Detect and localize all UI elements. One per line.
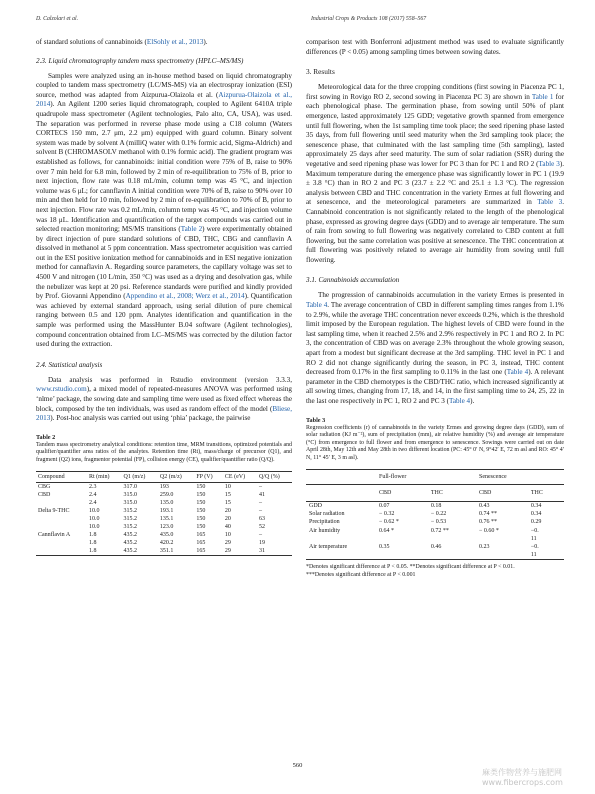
table-cell: 29 [224,540,231,547]
table-cell: Delta 9-THC [38,507,70,514]
table-2-title: Table 2 [36,433,56,441]
table-cell: 20 [224,515,231,522]
table-cell: Air humidity [309,527,341,534]
table-3-footnote: ***Denotes significant difference at P < 0.001 [306,571,416,578]
table-cell [36,515,87,523]
table-reference-link[interactable]: Table 2 [180,225,203,234]
table-cell: 0.23 [476,543,528,560]
table-reference-link[interactable]: Table 4 [306,301,328,310]
url-link[interactable]: www.rstudio.com [36,385,87,394]
table-cell: 0.18 [430,502,442,509]
group-header-full-flower: Full-flower [376,469,476,484]
table-cell: − 0.53 [430,519,447,526]
table-cell: 1.8 [88,532,97,539]
table-3-block [306,417,564,580]
section-heading-2-3: 2.3. Liquid chromatography tandem mass spectrometry (HPLC–MS/MS) [36,56,244,65]
table-cell: 435.0 [159,532,174,539]
table-row [36,482,292,491]
table-cell: − 0.22 [430,511,447,518]
table-cell: 2.4 [88,491,97,498]
table-row [306,543,564,560]
table-cell: 0.34 [530,511,542,518]
table-row [306,518,564,526]
results-paragraph-cannabinoids: The progression of cannabinoids accumulation in the variety Ermes is presented in Table 4. The average concentration of CBD in different sampling times ranges from 1.1% to 2.9%, while the average THC concentration never exceeds 0.2%, which is the threshold limit imposed by the European regulation. The highest levels of CBD were found in the last sampling time, when it reached 2.5% and 2.9% respectively in PC 1 and RO 2. In PC 3, the concentration of CBD was on average 2.3% throughout the whole growing season, apart from a modest but significant decrease at the 3rd sampling. THC level in PC 1 and RO 2 did not change significantly during the season, in PC 3, instead, THC content decreased from 0.17% in the first sampling to 0.11% in the last one (Table 4). A relevant parameter in the CBD chemotypes is the CBD/THC ratio, which increased significantly at all sowing times, changing from 17, 18, and 14, in the first sampling time to 24, 25, 22 in the last one respectively in PC 1, RO 2 and PC 3 (Table 4). [306,291,564,405]
table-cell: – [258,507,262,514]
table-cell: 165 [196,532,206,539]
table-row [36,523,292,531]
table-cell: 0.35 [376,543,428,560]
table-cell: Cannflavin A [38,532,71,539]
table-cell: 15 [224,499,231,506]
table-cell: − 0.62 * [379,519,399,526]
column-header: THC [528,484,564,501]
table-cell: 315.2 [123,507,138,514]
column-header: Q2 (m/z) [158,471,194,482]
table-cell: 1.8 [87,547,122,556]
table-3 [306,469,564,561]
table-cell: 315.2 [123,515,138,522]
table-cell: 63 [258,515,265,522]
table-cell: 2.4 [88,499,97,506]
table-group-header-row [306,469,564,484]
section-heading-3-1: 3.1. Cannabinoids accumulation [306,276,400,285]
watermark: 麻类作物营养与施肥网 www.fibercrops.com [482,768,563,787]
table-cell: 0.64 * [379,527,394,534]
table-row [36,539,292,547]
table-cell: 135.1 [159,515,174,522]
table-cell: – [258,499,262,506]
running-header-journal: Industrial Crops & Products 108 (2017) 558–567 [311,16,427,22]
table-cell: 435.2 [123,540,138,547]
table-cell: 0.76 ** [479,519,497,526]
table-cell: 165 [194,547,223,556]
column-header: CBD [476,484,528,501]
column-header: Rt (min) [87,471,122,482]
table-cell [36,547,87,556]
table-row [306,510,564,518]
table-cell: 123.0 [159,524,174,531]
table-row [306,527,564,543]
left-column [36,38,292,556]
table-cell: 150 [196,499,206,506]
empty-header-cell [306,484,376,501]
table-header-row [306,484,564,501]
table-reference-link[interactable]: Table 1 [531,92,554,101]
table-cell: 40 [224,524,231,531]
table-cell: 150 [196,483,206,490]
table-cell: −0. 11 [530,527,539,542]
table-cell: 317.0 [123,483,138,490]
table-cell: − 0.32 [379,511,395,518]
column-header: THC [428,484,476,501]
table-cell: 193 [159,483,169,490]
table-cell: 315.0 [123,499,138,506]
table-cell: – [258,483,262,490]
page-number: 560 [292,762,303,769]
table-cell: 435.2 [122,547,158,556]
table-reference-link[interactable]: Table 3 [538,159,560,168]
table-cell: 135.0 [159,499,174,506]
table-cell: 20 [224,507,231,514]
table-cell: 0.34 [530,502,542,509]
table-cell [36,539,87,547]
table-reference-link[interactable]: Table 4 [506,368,529,377]
citation-link[interactable]: Appendino et al., 2008; Werz et al., 2014 [125,292,245,301]
table-row [36,499,292,507]
right-column [306,38,564,580]
column-header: Q/Q (%) [257,471,292,482]
table-row [36,547,292,556]
table-cell: 315.0 [123,491,138,498]
intro-paragraph: of standard solutions of cannabinoids (ElSohly et al., 2013). [36,38,208,46]
table-cell: 41 [258,491,265,498]
table-cell: 0.43 [479,502,490,509]
table-cell: 150 [196,491,206,498]
table-cell: 2.3 [88,483,97,490]
table-cell: 10.0 [88,515,100,522]
table-row [36,491,292,499]
citation-link[interactable]: ElSohly et al., 2013 [146,38,204,46]
table-cell: 1.8 [88,540,97,547]
table-2-caption: Tandem mass spectrometry analytical conditions: retention time, MRM transitions, optimized potentials and qualifier/quantifier area ratios of the analytes. Retention time (Rt), mass/charge of precursor (Q1), and fragment (Q2) ions, fragmentor potential (FP), collision energy (CE), qualifier/quantifier ratio (Q/Q). [36,441,292,463]
table-cell: Solar radiation [309,511,345,518]
table-cell: 351.1 [158,547,194,556]
table-cell: 19 [258,540,265,547]
table-cell: 0.07 [379,502,390,509]
table-cell: GDD [309,502,322,509]
table-reference-link[interactable]: Table 4 [449,397,471,405]
table-cell: 0.72 ** [430,527,449,534]
section-heading-3: 3. Results [306,67,335,77]
table-cell: 15 [224,491,231,498]
table-cell: 31 [257,547,292,556]
citation-link[interactable]: Bliese, 2013 [36,404,292,423]
table-cell: 315.2 [123,524,138,531]
running-header-authors: D. Calzolari et al. [36,16,79,22]
table-cell: 193.1 [159,507,174,514]
section-heading-2-4: 2.4. Statistical analysis [36,360,103,369]
table-cell: Precipitation [309,519,340,526]
column-header: Q1 (m/z) [122,471,158,482]
results-paragraph-meteorology: Meteorological data for the three cropping conditions (first sowing in Piacenza PC 1, first sowing in Rovigo RO 2, second sowing in Piacenza PC 3) are shown in Table 1 for each phenological phase. The germination phase, from sowing until 50% of plant emergence, lasted approximately 125 GDD; vegetative growth spanned from emergence until full flowering, when the 1st sampling time took place; the seed ripening phase lasted 35 days, from full flowering until seed maturity when the 3rd sampling took place; the senescence phase, that culminated with the last sampling time (5th sampling), lasted approximately 25 days after seed maturity. The sum of solar radiation (SSR) during the vegetative and seed ripening phase was lower for PC 3 than for PC 1 and RO 2 (Table 3). Maximum temperature during the emergence phase was significantly lower in PC 1 (19.9 ± 3.8 °C) than in RO 2 and PC 3 (23.7 ± 2.2 °C and 25.1 ± 1.3 °C). The regression analysis between CBD and THC concentration in the variety Ermes at full flowering and at senescence, and the meteorological parameters are summarized in Table 3. Cannabinoid concentration is not significantly related to the length of the phenological phase, expressed as growing degree days (GDD) and to average air temperature. The sum of rain from sowing to full flowering was negatively correlated to CBD content at full flowering, but the same correlation was positive at senescence. The THC concentration at full flowering was positively related to average air humidity from sowing until full flowering. [306,83,564,264]
table-cell: − 0.60 * [479,527,499,534]
column-header: CE (eV) [223,471,257,482]
table-cell: 435.2 [123,532,138,539]
table-cell: −0. 11 [528,543,564,560]
table-cell: 10.0 [88,524,100,531]
table-cell: 10.0 [88,507,100,514]
table-row [306,501,564,510]
empty-header-cell [306,469,376,484]
methods-paragraph-hplc: Samples were analyzed using an in-house method based on liquid chromatography coupled to tandem mass spectrometry (LC/MS-MS) via an electrospray ionization (ESI) source, method was adapted from Aizpurua-Olaizola et al. (Aizpurua-Olaizola et al., 2014). An Agilent 1200 series liquid chromatograph, coupled to Agilent 6410A triple quadrupole mass spectrometer (Agilent technologies, Palo alto, CA, USA), was used. The separation was performed in reverse phase mode using a C18 column (Waters CORTECS 150 mm, 2.7 μm, 2.2 μm) equipped with guard column. Binary solvent system was made by solvent A (milliQ water with 0.1% formic acid, Sigma-Aldrich) and solvent B (CHROMASOLV methanol with 0.1% formic acid). The gradient program was established as follows, for cannabinoids: initial condition were 75% of B, raise to 90% over 7 min held for 6.8 min, followed by 2 min of re-equilibration to 75% of B, prior to next injection, flow rate was 0.18 mL/min, column temp was 45 °C, and injection volume was 6 μL; for cannflavin A initial condition were 70% of B, raise to 90% over 10 min and then held for 10 min, followed by 2 min of re-equilibration to 70% of B, prior to next injection. Flow rate was 0.2 mL/min, column temp was 45 °C, and injection volume was 18 μL. Identification and quantification of the target compounds was carried out in selected reaction monitoring; MS/MS transitions (Table 2) were experimentally obtained by direct injection of pure standard solutions of CBD, THC, CBG and cannflavin A dissolved in methanol at 5 ppm concentration. Mass spectrometer acquisition was carried out in the ESI positive ionization method for cannabinoids and in ESI negative ionization method for cannaflavin A. Regarding source parameters, the capillary voltage was set to 4500 V and nitrogen (10 L/min, 350 °C) was used as a drying and desolvation gas, while the nebulizer was kept at 20 psi. Reference standards were purified and kindly provided by Prof. Giovanni Appendino (Appendino et al., 2008; Werz et al., 2014). Quantification was achieved by external standard approach, using serial dilution of pure chemical ranging between 0.5 and 120 ppm. Analytes identification and quantification in the sample was performed using the MassHunter B.04 software (Agilent technologies), compound concentration obtained from LC–MS/MS was corrected by the dilution factor used during the extraction. [36,71,292,349]
table-cell: 259.0 [159,491,174,498]
table-cell: 29 [223,547,257,556]
table-cell: CBG [38,483,51,490]
table-cell: 0.29 [530,519,542,526]
table-row [36,507,292,515]
table-row [36,515,292,523]
table-cell: 52 [258,524,265,531]
table-2 [36,471,292,557]
table-row [36,531,292,539]
table-cell: 165 [196,540,206,547]
table-cell: 150 [196,524,206,531]
citation-link[interactable]: Aizpurua-Olaizola et al., 2014 [36,90,292,109]
table-cell [36,523,87,531]
table-3-title: Table 3 [306,416,326,424]
table-reference-link[interactable]: Table 3 [537,198,563,207]
table-2-block [36,434,292,557]
table-cell: 150 [196,507,206,514]
table-cell: 150 [196,515,206,522]
column-header: FP (V) [194,471,223,482]
table-cell [36,499,87,507]
group-header-senescence: Senescence [476,469,564,484]
table-cell: – [258,532,262,539]
column-header: Compound [36,471,87,482]
table-cell: 420.2 [159,540,174,547]
column-header: CBD [376,484,428,501]
table-3-footnote: *Denotes significant difference at P < 0.05. **Denotes significant difference at P < 0.01. [306,564,515,571]
table-cell: 0.74 ** [479,511,497,518]
table-cell: 0.46 [428,543,476,560]
table-cell: 10 [224,483,231,490]
table-cell: 10 [224,532,231,539]
statistics-continuation-paragraph: comparison test with Bonferroni adjustment method was used to evaluate significantly differences (P < 0.05) among sampling times between sowing dates. [306,38,564,56]
table-header-row [36,471,292,482]
methods-paragraph-statistics: Data analysis was performed in Rstudio environment (version 3.3.3, www.rstudio.com), a mixed model of repeated-measures ANOVA was performed using ‘nlme’ package, the sowing date and sampling time were used as fixed effect whereas the block, composed by the ten individuals, was used as random effect of the model (Bliese, 2013). Post-hoc analysis was carried out using ‘phia’ package, the pairwise [36,375,292,423]
table-cell: CBD [38,491,51,498]
table-3-caption: Regression coefficients (r) of cannabinoids in the variety Ermes and growing degree days (GDD), sum of solar radiation (KJ m⁻²), sum of precipitation (mm), air relative humidity (%) and average air temperature (°C) from emergence to full flower and from emergence to senescence. Sowings were carried out on date April 28th, May 12th and May 28th in two different location (PC: 45° 0′ N, 9°42′ E, 72 m asl and RO: 45° 4′ N, 11° 45′ E, 3 m asl). [306,424,564,461]
table-cell: Air temperature [306,543,376,560]
